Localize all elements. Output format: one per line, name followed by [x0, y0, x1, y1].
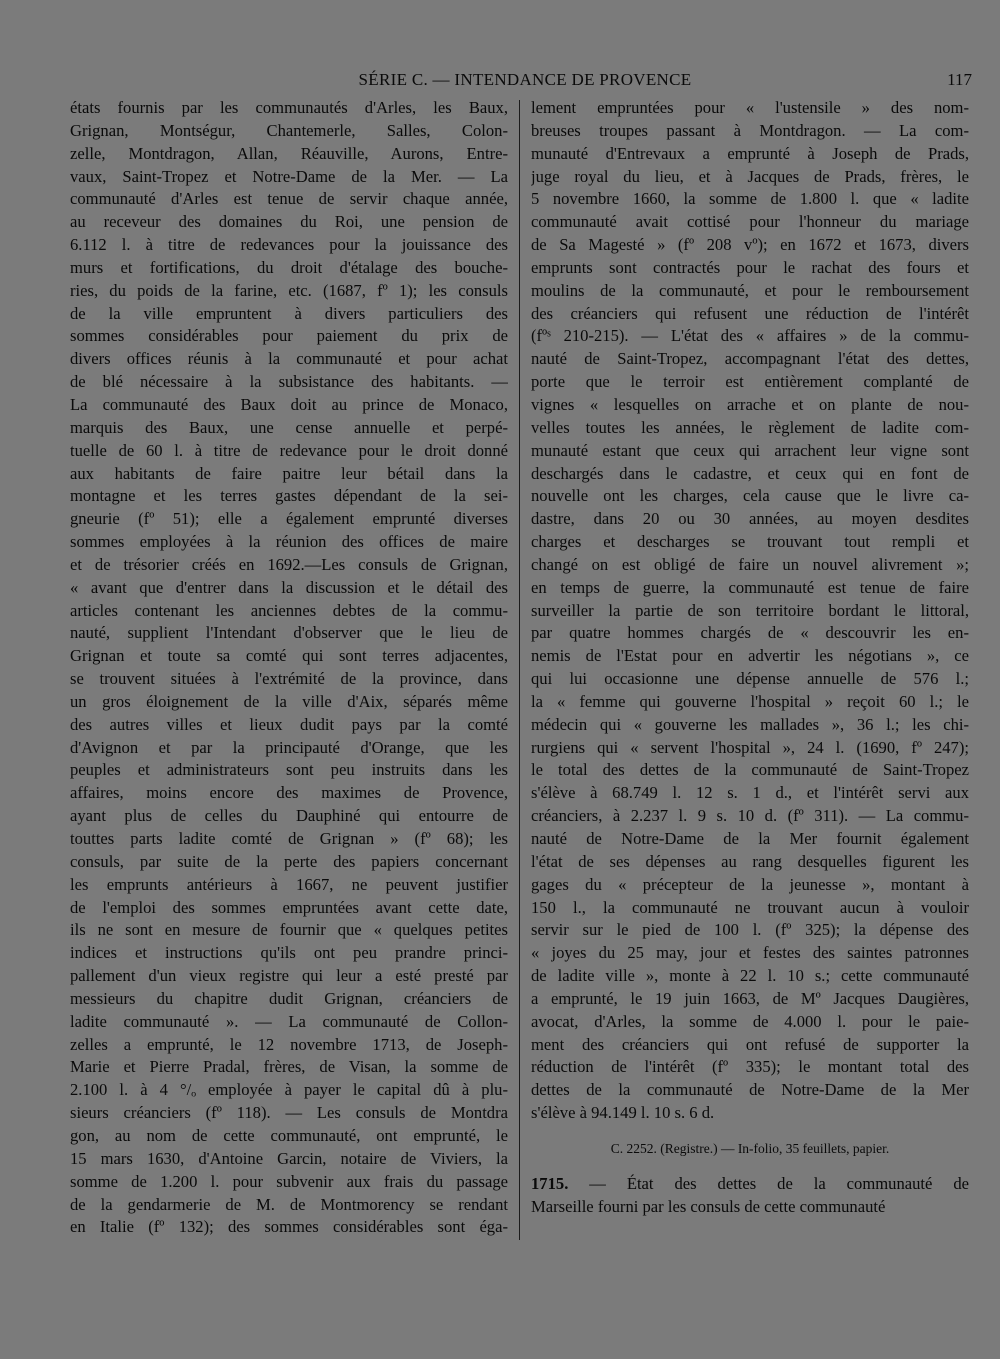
text-line: médecin qui « gouverne les mallades », 36 l.; les chi-	[531, 714, 969, 734]
text-line: Marie et Pierre Pradal, frères, de Visan, la somme de	[70, 1057, 508, 1077]
text-line: nemis de l'Estat pour en advertir les négotians », ce	[531, 646, 969, 666]
text-line: emprunts sont contractés pour le rachat des fours et	[531, 257, 969, 277]
text-line: gon, au nom de cette communauté, ont emprunté, le	[70, 1125, 508, 1145]
next-entry-line-1	[531, 1173, 969, 1196]
text-line: moulins de la communauté, et pour le remboursement	[531, 280, 969, 300]
text-line: vaux, Saint-Tropez et Notre-Dame de la Mer. — La	[70, 166, 508, 186]
text-line: 5 novembre 1660, la somme de 1.800 l. que « ladite	[531, 189, 969, 209]
text-line: de la ville empruntent à divers particuliers des	[70, 303, 508, 323]
text-line: nauté, supplient l'Intendant d'observer que le lieu de	[70, 623, 508, 643]
text-line: marquis des Baux, une cense annuelle et perpé-	[70, 417, 508, 437]
text-line: nouvelle ont les charges, cela cause que le livre ca-	[531, 486, 969, 506]
text-line: consuls, par suite de la perte des papiers concernant	[70, 851, 508, 871]
text-line: aux habitants de faire paitre leur bétail dans la	[70, 463, 508, 483]
text-line: deschargés dans le cadastre, et ceux qui en font de	[531, 463, 969, 483]
text-line: Grignan et toute sa comté qui sont terres adjacentes,	[70, 646, 508, 666]
text-line: articles contenant les anciennes debtes de la commu-	[70, 600, 508, 620]
text-line: zelles a emprunté, le 12 novembre 1713, de Joseph-	[70, 1034, 508, 1054]
text-line: ladite communauté ». — La communauté de Collon-	[70, 1011, 508, 1031]
text-line: communauté d'Arles est tenue de servir chaque année,	[70, 189, 508, 209]
text-line: velles toutes les années, le règlement de ladite com-	[531, 417, 969, 437]
text-line: de ladite ville », monte à 22 l. 10 s.; cette communauté	[531, 966, 969, 986]
text-line: servir sur le pied de 100 l. (fº 325); la dépense des	[531, 920, 969, 940]
text-line: sieurs créanciers (fº 118). — Les consuls de Montdra	[70, 1103, 508, 1123]
text-line: créanciers, à 2.237 l. 9 s. 10 d. (fº 311). — La commu-	[531, 806, 969, 826]
text-line: pallement d'un vieux registre qui leur a esté presté par	[70, 966, 508, 986]
text-line: réduction de l'intérêt (fº 335); le montant total des	[531, 1057, 969, 1077]
text-line: en Italie (fº 132); des sommes considérables sont éga-	[70, 1217, 508, 1237]
column-divider	[519, 100, 520, 1240]
page-number: 117	[947, 70, 972, 89]
text-line: et de trésorier créés en 1692.—Les consuls de Grignan,	[70, 554, 508, 574]
running-head	[0, 70, 1000, 94]
text-line: peuples et administrateurs sont peu instruits dans les	[70, 760, 508, 780]
text-line: rurgiens qui « servent l'hospital », 24 l. (1690, fº 247);	[531, 737, 969, 757]
text-line: breuses troupes passant à Montdragon. — La com-	[531, 120, 969, 140]
text-line: en temps de guerre, la communauté est tenue de faire	[531, 577, 969, 597]
text-line: zelle, Montdragon, Allan, Réauville, Aurons, Entre-	[70, 143, 508, 163]
text-line: « joyes du 25 may, jour et festes des saintes patronnes	[531, 943, 969, 963]
text-line: de la gendarmerie de M. de Montmorency se rendant	[70, 1194, 508, 1214]
text-line: de l'emploi des sommes empruntées avant cette date,	[70, 897, 508, 917]
text-line: montagne et les terres gastes dépendant de la sei-	[70, 486, 508, 506]
text-line: somme de 1.200 l. pour subvenir aux frais du passage	[70, 1171, 508, 1191]
text-line: la « femme qui gouverne l'hospital » reçoit 60 l.; le	[531, 691, 969, 711]
text-line: La communauté des Baux doit au prince de Monaco,	[70, 394, 508, 414]
text-line: divers offices réunis à la communauté et pour achat	[70, 349, 508, 369]
text-line: lement empruntées pour « l'ustensile » des nom-	[531, 98, 969, 117]
text-line: 2.100 l. à 4 °/ₒ employée à payer le capital dû à plu-	[70, 1080, 508, 1100]
text-line: le total des dettes de la communauté de Saint-Tropez	[531, 760, 969, 780]
running-title: SÉRIE C. — INTENDANCE DE PROVENCE	[358, 70, 692, 89]
text-line: par quatre hommes chargés de « descouvrir les en-	[531, 623, 969, 643]
text-line: qui lui occasionne une dépense annuelle de 576 l.;	[531, 669, 969, 689]
text-line: tuelle de 60 l. à titre de redevance pour le droit donné	[70, 440, 508, 460]
text-line: de Sa Magesté » (fº 208 vº); en 1672 et 1673, divers	[531, 235, 969, 255]
text-line: au receveur des domaines du Roi, une pension de	[70, 212, 508, 232]
entry-year: 1715.	[531, 1173, 569, 1193]
text-line: indices et instructions qu'ils ont peu prandre princi-	[70, 943, 508, 963]
text-line: s'élève à 94.149 l. 10 s. 6 d.	[531, 1103, 715, 1123]
text-line: changé on est obligé de faire un nouvel alivrement »;	[531, 554, 969, 574]
text-line: dastre, dans 20 ou 30 années, au moyen desdites	[531, 509, 969, 529]
text-line: ment des créanciers qui ont refusé de supporter la	[531, 1034, 969, 1054]
text-line: munauté d'Entrevaux a emprunté à Joseph de Prads,	[531, 143, 969, 163]
text-line: affaires, moins encore des maximes de Provence,	[70, 783, 508, 803]
text-line: murs et fortifications, du droit d'étalage des bouche-	[70, 257, 508, 277]
text-line: juge royal du lieu, et à Jacques de Prads, frères, le	[531, 166, 969, 186]
text-line: gneurie (fº 51); elle a également emprunté diverses	[70, 509, 508, 529]
text-line: sommes considérables pour paiement du prix de	[70, 326, 508, 346]
text-line: munauté estant que ceux qui arrachent leur vigne sont	[531, 440, 969, 460]
text-line: ils ne sont en mesure de fournir que « quelques petites	[70, 920, 508, 940]
left-column	[70, 97, 508, 1239]
text-line: dettes de la communauté de Notre-Dame de la Mer	[531, 1080, 969, 1100]
text-line: états fournis par les communautés d'Arles, les Baux,	[70, 98, 508, 117]
next-entry-text: — État des dettes de la communauté de	[568, 1173, 969, 1193]
text-line: avocat, d'Arles, la somme de 4.000 l. pour le paie-	[531, 1011, 969, 1031]
text-line: porte que le terroir est entièrement complanté de	[531, 372, 969, 392]
text-line: de blé nécessaire à la subsistance des habitants. —	[70, 372, 508, 392]
text-line: ayant plus de celles du Dauphiné qui entourre de	[70, 806, 508, 826]
text-line: 15 mars 1630, d'Antoine Garcin, notaire de Viviers, la	[70, 1148, 508, 1168]
text-line: s'élève à 68.749 l. 12 s. 1 d., et l'intérêt servi aux	[531, 783, 969, 803]
text-line: gages du « précepteur de la jeunesse », montant à	[531, 874, 969, 894]
text-line: sommes employées à la réunion des offices de maire	[70, 532, 508, 552]
text-line: l'état de ses dépenses au rang desquelles figurent les	[531, 851, 969, 871]
next-entry-line-2: Marseille fourni par les consuls de cette communauté	[531, 1196, 886, 1216]
text-line: des créanciers qui refusent une réduction de l'intérêt	[531, 303, 969, 323]
text-line: communauté avait cottisé pour l'honneur du mariage	[531, 212, 969, 232]
text-line: 150 l., la communauté ne trouvant aucun à vouloir	[531, 897, 969, 917]
text-line: surveiller la partie de son territoire bordant le littoral,	[531, 600, 969, 620]
text-line: d'Avignon et par la principauté d'Orange, que les	[70, 737, 508, 757]
text-line: 6.112 l. à titre de redevances pour la jouissance des	[70, 235, 508, 255]
source-note: C. 2252. (Registre.) — In-folio, 35 feuillets, papier.	[610, 1140, 890, 1156]
text-line: messieurs du chapitre dudit Grignan, créanciers de	[70, 988, 508, 1008]
text-line: charges et descharges se trouvant tout rempli et	[531, 532, 969, 552]
right-column-text	[531, 97, 969, 1125]
text-line: « avant que d'entrer dans la discussion et le détail des	[70, 577, 508, 597]
text-line: Grignan, Montségur, Chantemerle, Salles, Colon-	[70, 120, 508, 140]
text-line: touttes parts ladite comté de Grignan » (fº 68); les	[70, 829, 508, 848]
text-line: nauté de Saint-Tropez, accompagnant l'état des dettes,	[531, 349, 969, 369]
text-line: ries, du poids de la farine, etc. (1687, fº 1); les consuls	[70, 280, 508, 300]
text-line: a emprunté, le 19 juin 1663, de Mº Jacques Daugières,	[531, 988, 969, 1008]
text-line: vignes « lesquelles on arrache et on plante de nou-	[531, 394, 969, 414]
text-line: un gros éloignement de la ville d'Aix, séparés même	[70, 691, 508, 711]
text-line: les emprunts antérieurs à 1667, ne peuvent justifier	[70, 874, 508, 894]
text-line: des autres villes et lieux dudit pays par la comté	[70, 714, 508, 734]
text-line: nauté de Notre-Dame de la Mer fournit également	[531, 829, 969, 848]
right-column	[531, 97, 969, 1219]
text-line: (fºˢ 210-215). — L'état des « affaires » de la commu-	[531, 326, 969, 346]
text-line: se trouvent situées à l'extrémité de la province, dans	[70, 669, 508, 689]
